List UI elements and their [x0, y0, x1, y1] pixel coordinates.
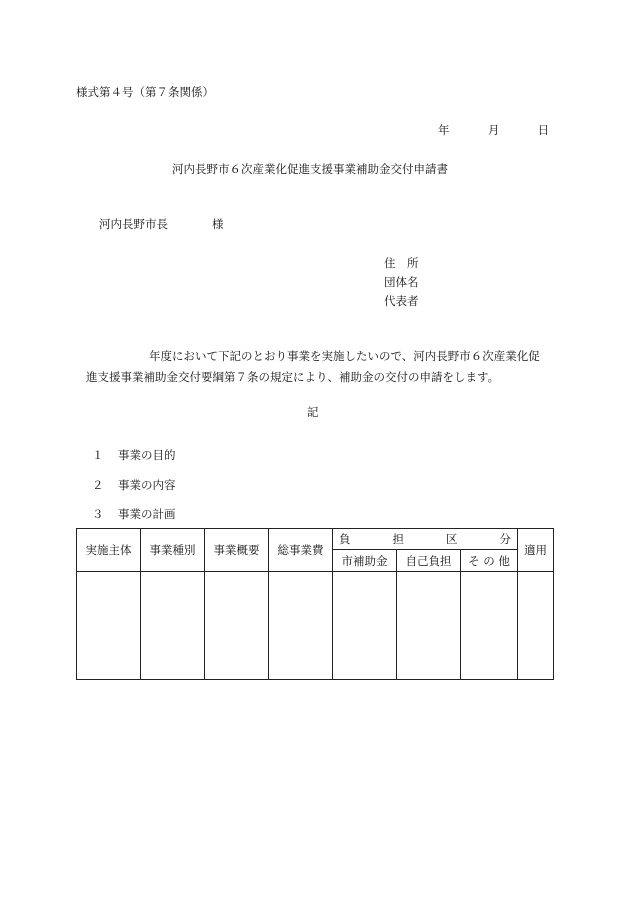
addressee-name: 河内長野市長	[99, 217, 168, 231]
document-title: 河内長野市６次産業化促進支援事業補助金交付申請書	[172, 162, 448, 176]
body-text	[86, 346, 576, 388]
list-item	[92, 447, 176, 463]
table-cell[interactable]	[461, 572, 518, 680]
list-item	[92, 506, 176, 522]
burden-char: 区	[446, 532, 458, 546]
applicant-block	[384, 254, 419, 311]
addressee	[99, 216, 224, 232]
header-self-burden: 自己負担	[397, 550, 461, 572]
table-cell[interactable]	[397, 572, 461, 680]
body-line-2: 進支援事業補助金交付要綱第７条の規定により、補助金の交付の申請をします。	[86, 370, 500, 384]
table-row	[77, 572, 554, 680]
applicant-address-label: 住 所	[384, 256, 419, 270]
header-implementer: 実施主体	[77, 529, 141, 572]
item-number: １	[92, 448, 104, 462]
header-project-type: 事業種別	[141, 529, 205, 572]
date-month: 月	[487, 123, 500, 137]
item-number: ３	[92, 507, 104, 521]
table-cell[interactable]	[269, 572, 333, 680]
burden-char: 担	[392, 532, 404, 546]
burden-char: 負	[339, 532, 351, 546]
header-other: そ の 他	[461, 550, 518, 572]
item-number: ２	[92, 478, 104, 492]
header-remarks: 適用	[518, 529, 554, 572]
list-item	[92, 477, 176, 493]
item-label: 事業の内容	[118, 478, 176, 492]
header-project-summary: 事業概要	[205, 529, 269, 572]
burden-char: 分	[499, 532, 511, 546]
ki-heading: 記	[307, 405, 319, 419]
table-cell[interactable]	[141, 572, 205, 680]
applicant-representative-label: 代表者	[384, 294, 419, 308]
table-cell[interactable]	[333, 572, 397, 680]
addressee-honorific: 様	[212, 217, 224, 231]
date-year: 年	[438, 123, 450, 137]
plan-table	[76, 528, 554, 680]
table-cell[interactable]	[77, 572, 141, 680]
header-burden-division	[333, 529, 518, 550]
table-cell[interactable]	[205, 572, 269, 680]
item-label: 事業の目的	[118, 448, 176, 462]
date-line	[438, 122, 549, 138]
date-day: 日	[537, 123, 550, 137]
header-city-subsidy: 市補助金	[333, 550, 397, 572]
header-total-cost: 総事業費	[269, 529, 333, 572]
form-number: 様式第４号（第７条関係）	[76, 85, 214, 99]
applicant-organization-label: 団体名	[384, 275, 419, 289]
table-cell[interactable]	[518, 572, 554, 680]
body-line-1: 年度において下記のとおり事業を実施したいので、河内長野市６次産業化促	[149, 349, 540, 363]
item-label: 事業の計画	[118, 507, 176, 521]
